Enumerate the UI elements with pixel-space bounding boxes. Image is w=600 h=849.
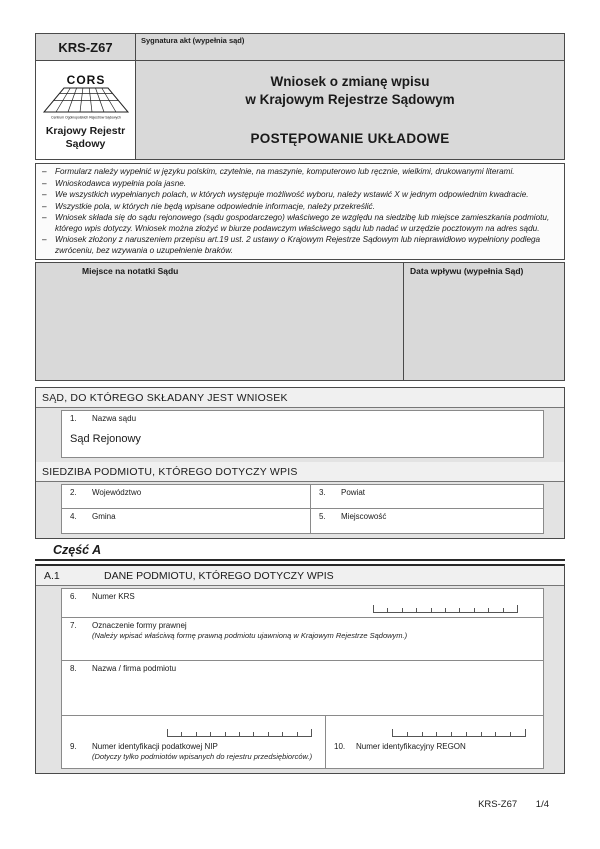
field-number: 5. — [319, 512, 326, 521]
form-title-block — [136, 61, 564, 159]
regon-digit-ruler[interactable] — [392, 729, 526, 737]
section-a1 — [35, 564, 565, 774]
field-number: 8. — [70, 664, 77, 673]
signature-field[interactable]: Sygnatura akt (wypełnia sąd) — [141, 36, 245, 45]
entity-name-field[interactable]: 8. Nazwa / firma podmiotu — [61, 661, 544, 716]
receipt-date-area: Data wpływu (wypełnia Sąd) — [410, 266, 524, 276]
footer-page-number: 1/4 — [535, 799, 549, 810]
locality-field[interactable]: 5. Miejscowość — [311, 509, 544, 534]
field-number: 1. — [70, 414, 77, 423]
county-field[interactable]: 3. Powiat — [311, 484, 544, 509]
instruction-item: – We wszystkich wypełnianych polach, w których występuje możliwość wyboru, należy wstawić X w jednym odpowiednim kwadracie. — [42, 190, 529, 199]
dash-bullet: – — [42, 190, 47, 199]
instructions-box — [35, 163, 565, 260]
nip-field[interactable]: 9. Numer identyfikacji podatkowej NIP (Dotyczy tylko podmiotów wpisanych do rejestru przedsiębiorców.) — [61, 716, 326, 769]
registry-name: Krajowy Rejestr Sądowy — [45, 124, 126, 150]
nip-digit-ruler[interactable] — [167, 729, 312, 737]
commune-field[interactable]: 4. Gmina — [61, 509, 311, 534]
court-fields — [36, 408, 564, 462]
field-note: (Dotyczy tylko podmiotów wpisanych do rejestru przedsiębiorców.) — [92, 752, 313, 761]
voivodeship-field[interactable]: 2. Województwo — [61, 484, 311, 509]
krs-number-field[interactable]: 6. Numer KRS — [61, 588, 544, 618]
court-section — [35, 387, 565, 539]
form-subtitle: POSTĘPOWANIE UKŁADOWE — [250, 131, 450, 147]
dash-bullet: – — [42, 235, 47, 244]
header-top-row — [36, 34, 564, 61]
footer-form-code: KRS-Z67 — [478, 799, 518, 810]
form-header — [35, 33, 565, 160]
a1-title: DANE PODMIOTU, KTÓREGO DOTYCZY WPIS — [104, 570, 334, 582]
field-label: 1. Nazwa sądu — [70, 414, 137, 423]
a1-fields — [36, 586, 564, 773]
field-number: 3. — [319, 488, 326, 497]
field-note: (Należy wpisać właściwą formę prawną podmiotu ujawnioną w Krajowym Rejestrze Sądowym.) — [92, 631, 408, 640]
seat-section-header: SIEDZIBA PODMIOTU, KTÓREGO DOTYCZY WPIS — [36, 462, 564, 482]
cors-logo — [36, 61, 136, 159]
dash-bullet: – — [42, 201, 47, 211]
instruction-item: – Wnioskodawca wypełnia pola jasne. — [42, 178, 187, 188]
seat-fields — [36, 482, 564, 538]
court-name-value: Sąd Rejonowy — [70, 433, 141, 445]
field-number: 6. — [70, 592, 77, 601]
instruction-item: – Wszystkie pola, w których nie będą wpisane odpowiednie informacje, należy przekreślić. — [42, 201, 375, 211]
dash-bullet: – — [42, 167, 47, 176]
krs-digit-ruler[interactable] — [373, 605, 518, 613]
part-a-heading: Część A — [35, 543, 565, 561]
instruction-item: – Wniosek składa się do sądu rejonowego (sądu gospodarczego) właściwego ze względu na siedzibę lub miejsce zamieszkania podmiotu, którego wpis dotyczy. Wniosek można złożyć w biurze podawczym właściwego sądu lub nadać w urzędzie pocztowym na adres sądu. — [42, 213, 550, 233]
form-title: Wniosek o zmianę wpisu w Krajowym Rejestrze Sądowym — [245, 74, 455, 108]
a1-code: A.1 — [44, 570, 60, 582]
dash-bullet: – — [42, 178, 47, 188]
instruction-item: – Wniosek złożony z naruszeniem przepisu art.19 ust. 2 ustawy o Krajowym Rejestrze Sądowym lub nieprawidłowo wypełniony podlega zwróceniu, bez wzywania o uzupełnienie braków. — [42, 235, 541, 255]
field-number: 2. — [70, 488, 77, 497]
instruction-item: – Formularz należy wypełnić w języku polskim, czytelnie, na maszynie, komputerowo lub ręcznie, wielkimi, drukowanymi literami. — [42, 167, 515, 176]
dash-bullet: – — [42, 213, 47, 222]
a1-header — [36, 566, 564, 586]
cors-caption: Centrum Ogólnopolskich Rejestrów Sądowych — [50, 115, 121, 120]
page-footer — [35, 799, 565, 810]
court-name-field[interactable] — [61, 410, 544, 458]
field-number: 4. — [70, 512, 77, 521]
court-notes-area: Miejsce na notatki Sądu — [36, 263, 404, 380]
field-number: 10. — [334, 742, 346, 751]
court-section-header: SĄD, DO KTÓREGO SKŁADANY JEST WNIOSEK — [36, 388, 564, 408]
header-main-row — [36, 61, 564, 159]
court-notes-row — [35, 262, 565, 381]
field-number: 9. — [70, 742, 77, 751]
field-number: 7. — [70, 621, 77, 630]
regon-field[interactable]: 10. Numer identyfikacyjny REGON — [326, 716, 544, 769]
cors-acronym: CORS — [66, 72, 105, 87]
form-code: KRS-Z67 — [36, 34, 136, 60]
cors-logo-icon — [40, 71, 132, 123]
legal-form-field[interactable]: 7. Oznaczenie formy prawnej (Należy wpisać właściwą formę prawną podmiotu ujawnioną w Krajowym Rejestrze Sądowym.) — [61, 618, 544, 661]
